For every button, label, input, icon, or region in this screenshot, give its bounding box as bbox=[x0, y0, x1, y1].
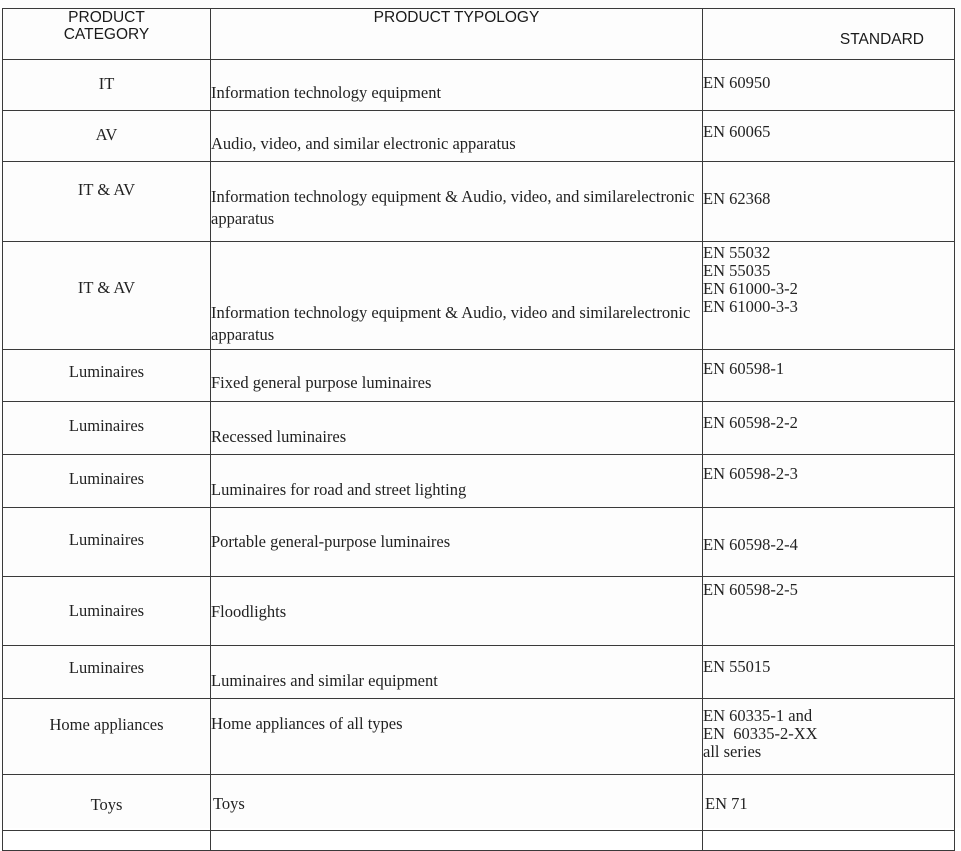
standard-cell bbox=[703, 775, 955, 831]
table-row-partial bbox=[3, 831, 955, 851]
standard-cell bbox=[703, 646, 955, 699]
typology-cell: Portable general-purpose luminaires bbox=[211, 508, 703, 577]
standard-line: EN 55032 bbox=[703, 243, 771, 262]
standard-cell bbox=[703, 162, 955, 242]
typology-cell: Information technology equipment & Audio, video and similarelectronic apparatus bbox=[211, 242, 703, 350]
header-product-category bbox=[3, 9, 211, 60]
category-cell: Luminaires bbox=[3, 455, 211, 508]
standards-table bbox=[2, 8, 955, 851]
standard-line: EN 61000-3-3 bbox=[703, 297, 798, 316]
standard-line: EN 55015 bbox=[703, 657, 771, 676]
table-row bbox=[3, 111, 955, 162]
category-cell: IT bbox=[3, 60, 211, 111]
standard-cell bbox=[703, 111, 955, 162]
standard-cell bbox=[703, 577, 955, 646]
typology-cell: Home appliances of all types bbox=[211, 699, 703, 775]
table-row bbox=[3, 646, 955, 699]
standard-line: EN 60065 bbox=[703, 122, 771, 141]
category-cell: Luminaires bbox=[3, 646, 211, 699]
typology-cell: Recessed luminaires bbox=[211, 402, 703, 455]
typology-cell: Floodlights bbox=[211, 577, 703, 646]
category-cell: IT & AV bbox=[3, 162, 211, 242]
standard-line: EN 60335-2-XX bbox=[703, 724, 818, 743]
table-row bbox=[3, 350, 955, 402]
table-body bbox=[3, 60, 955, 851]
table-row bbox=[3, 699, 955, 775]
empty-cell bbox=[211, 831, 703, 851]
standard-line: EN 61000-3-2 bbox=[703, 279, 798, 298]
category-cell: Luminaires bbox=[3, 508, 211, 577]
typology-cell: Information technology equipment bbox=[211, 60, 703, 111]
standard-line: EN 60598-2-3 bbox=[703, 464, 798, 483]
typology-cell: Toys bbox=[211, 775, 703, 831]
standard-line: EN 60598-2-2 bbox=[703, 413, 798, 432]
table-row bbox=[3, 508, 955, 577]
table-row bbox=[3, 402, 955, 455]
standard-line: EN 71 bbox=[705, 794, 748, 813]
category-cell: Luminaires bbox=[3, 402, 211, 455]
table-row bbox=[3, 775, 955, 831]
category-cell: IT & AV bbox=[3, 242, 211, 350]
category-cell: AV bbox=[3, 111, 211, 162]
standard-line: EN 62368 bbox=[703, 189, 771, 208]
table-row bbox=[3, 577, 955, 646]
standard-cell bbox=[703, 402, 955, 455]
table-row bbox=[3, 60, 955, 111]
category-cell: Toys bbox=[3, 775, 211, 831]
header-standard: STANDARD bbox=[703, 9, 955, 60]
typology-cell: Luminaires and similar equipment bbox=[211, 646, 703, 699]
standard-line: EN 60598-1 bbox=[703, 359, 785, 378]
typology-cell: Information technology equipment & Audio, video, and similarelectronic apparatus bbox=[211, 162, 703, 242]
standard-line: EN 60598-2-5 bbox=[703, 580, 798, 599]
header-category-line1: PRODUCT bbox=[68, 9, 145, 26]
standard-cell bbox=[703, 350, 955, 402]
table-row bbox=[3, 242, 955, 350]
typology-cell: Fixed general purpose luminaires bbox=[211, 350, 703, 402]
standard-cell bbox=[703, 699, 955, 775]
table-row bbox=[3, 455, 955, 508]
category-cell: Luminaires bbox=[3, 350, 211, 402]
standard-cell bbox=[703, 508, 955, 577]
standard-line: EN 60598-2-4 bbox=[703, 535, 798, 554]
category-cell: Luminaires bbox=[3, 577, 211, 646]
typology-cell: Audio, video, and similar electronic apparatus bbox=[211, 111, 703, 162]
standard-cell bbox=[703, 455, 955, 508]
header-product-typology: PRODUCT TYPOLOGY bbox=[211, 9, 703, 60]
empty-cell bbox=[703, 831, 955, 851]
standard-cell bbox=[703, 60, 955, 111]
standard-line: EN 55035 bbox=[703, 261, 771, 280]
standard-line: all series bbox=[703, 742, 762, 761]
standard-line: EN 60335-1 and bbox=[703, 706, 813, 725]
table-row bbox=[3, 162, 955, 242]
empty-cell bbox=[3, 831, 211, 851]
category-cell: Home appliances bbox=[3, 699, 211, 775]
typology-cell: Luminaires for road and street lighting bbox=[211, 455, 703, 508]
standard-line: EN 60950 bbox=[703, 73, 771, 92]
standard-cell bbox=[703, 242, 955, 350]
header-category-line2: CATEGORY bbox=[63, 26, 150, 43]
table-header-row bbox=[3, 9, 955, 60]
